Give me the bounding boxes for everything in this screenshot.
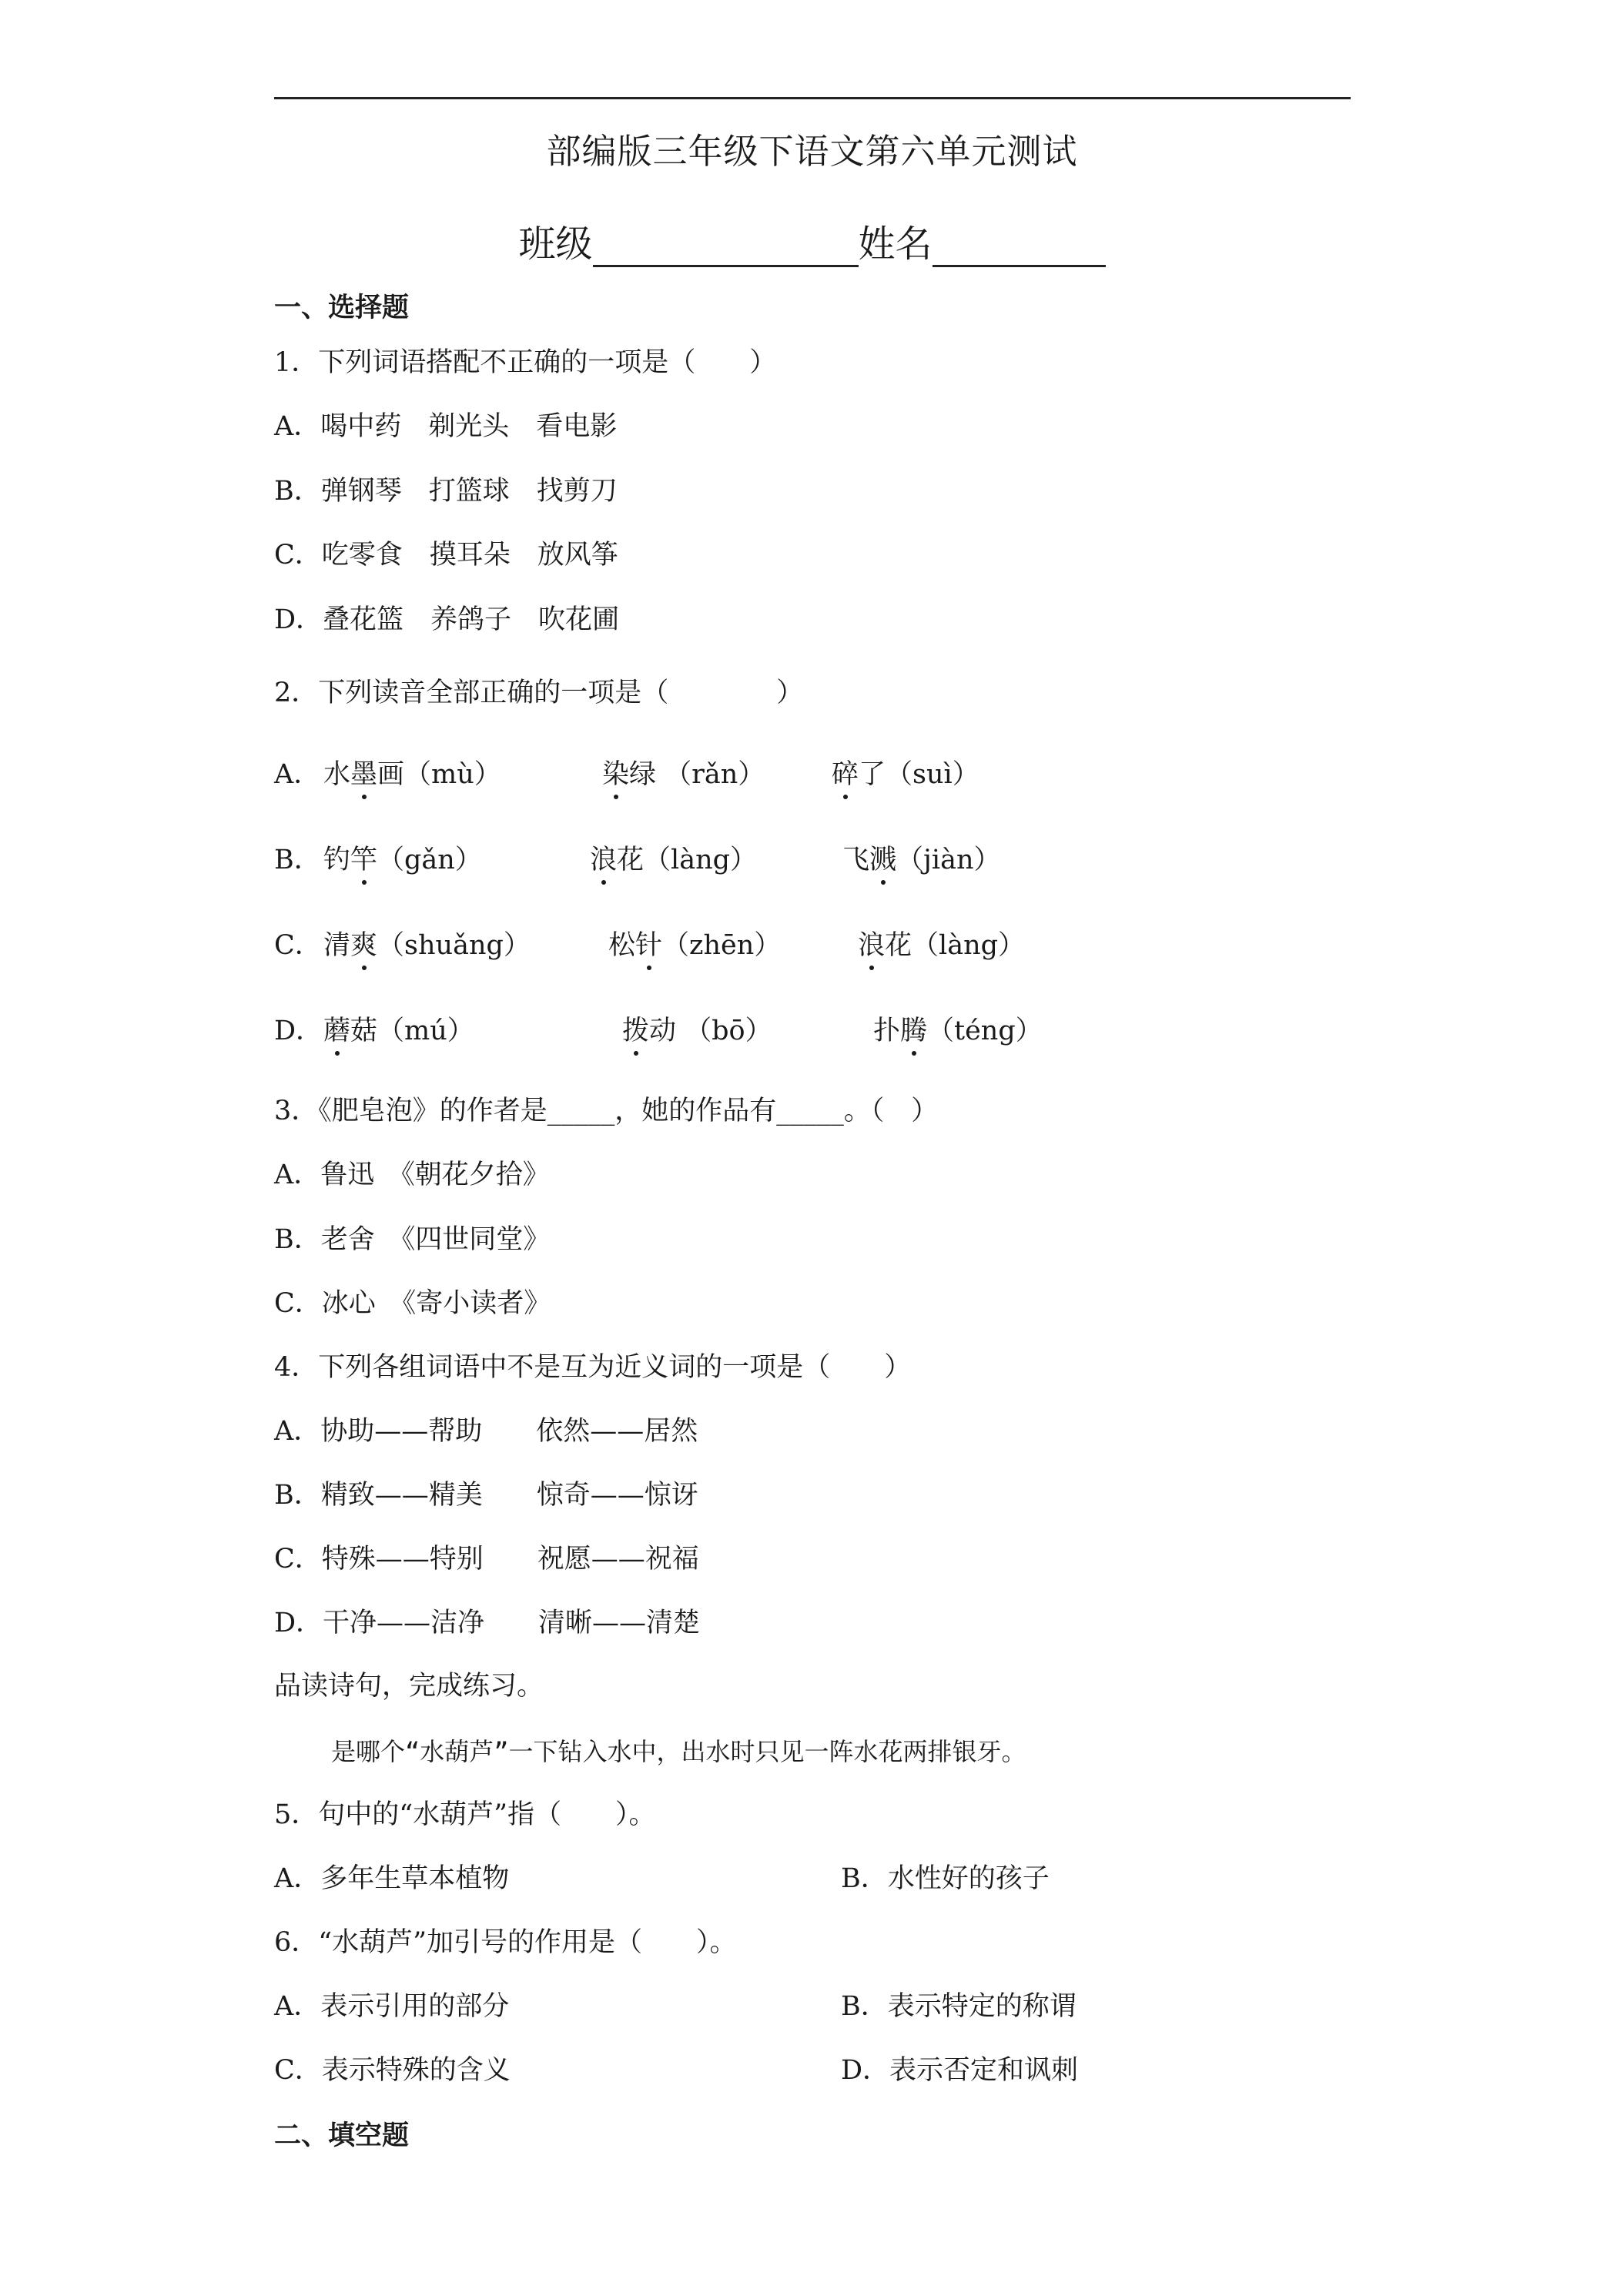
question-4-option-d[interactable]: D．干净——洁净 清晰——清楚 — [274, 1608, 701, 1638]
question-3-stem: 3．《肥皂泡》的作者是_____，她的作品有_____。（ ） — [274, 1096, 939, 1126]
question-2-option-b-letter[interactable]: B． — [274, 845, 321, 875]
name-blank[interactable] — [933, 226, 1106, 267]
pinyin-item: 染绿 （rǎn） — [602, 753, 765, 792]
header-rule — [274, 97, 1351, 99]
reading-intro: 品读诗句，完成练习。 — [274, 1671, 544, 1702]
question-4-option-a[interactable]: A．协助——帮助 依然——居然 — [274, 1416, 698, 1447]
pinyin-item: 浪花（làng） — [590, 838, 757, 877]
pinyin-item: 碎了（suì） — [832, 753, 979, 792]
pinyin-item: 浪花（làng） — [858, 924, 1025, 962]
name-label: 姓名 — [858, 223, 933, 266]
pinyin-item: 蘑菇（mú） — [323, 1009, 474, 1048]
page-title: 部编版三年级下语文第六单元测试 — [546, 131, 1078, 172]
pinyin-item: 松针（zhēn） — [608, 924, 781, 962]
class-blank[interactable] — [593, 226, 859, 267]
question-6-option-b[interactable]: B．表示特定的称谓 — [841, 1991, 1077, 2022]
question-5-option-b[interactable]: B．水性好的孩子 — [841, 1863, 1050, 1894]
pinyin-item: 扑腾（téng） — [873, 1009, 1043, 1048]
question-6-option-c[interactable]: C．表示特殊的含义 — [274, 2055, 511, 2086]
pinyin-item: 拨动 （bō） — [622, 1009, 772, 1048]
question-2-stem: 2．下列读音全部正确的一项是（ ） — [274, 678, 804, 708]
question-6-option-d[interactable]: D．表示否定和讽刺 — [841, 2055, 1079, 2086]
question-6-option-a[interactable]: A．表示引用的部分 — [274, 1991, 510, 2022]
class-label: 班级 — [518, 223, 593, 266]
pinyin-item: 钓竿（gǎn） — [323, 838, 482, 877]
question-2-option-a-letter[interactable]: A． — [274, 759, 321, 790]
question-1-option-b[interactable]: B．弹钢琴 打篮球 找剪刀 — [274, 476, 618, 507]
question-5-stem: 5．句中的“水葫芦”指（ ）。 — [274, 1799, 656, 1830]
question-3-option-b[interactable]: B．老舍 《四世同堂》 — [274, 1224, 551, 1255]
pinyin-item: 水墨画（mù） — [323, 753, 501, 792]
question-4-option-b[interactable]: B．精致——精美 惊奇——惊讶 — [274, 1480, 698, 1511]
question-4-stem: 4．下列各组词语中不是互为近义词的一项是（ ） — [274, 1352, 912, 1383]
pinyin-item: 飞溅（jiàn） — [842, 838, 1001, 877]
question-3-option-c[interactable]: C．冰心 《寄小读者》 — [274, 1288, 551, 1319]
reading-poem: 是哪个“水葫芦”一下钻入水中，出水时只见一阵水花两排银牙。 — [331, 1737, 1026, 1766]
section-heading-fill: 二、填空题 — [274, 2120, 410, 2151]
question-1-option-d[interactable]: D．叠花篮 养鸽子 吹花圃 — [274, 604, 620, 635]
class-name-line — [0, 214, 1624, 267]
question-1-option-a[interactable]: A．喝中药 剃光头 看电影 — [274, 411, 618, 442]
question-4-option-c[interactable]: C．特殊——特别 祝愿——祝福 — [274, 1544, 699, 1575]
section-heading-choice: 一、选择题 — [274, 293, 410, 323]
question-6-stem: 6．“水葫芦”加引号的作用是（ ）。 — [274, 1927, 737, 1958]
question-2-option-c-letter[interactable]: C． — [274, 930, 322, 961]
question-2-option-d-letter[interactable]: D． — [274, 1016, 323, 1046]
question-3-option-a[interactable]: A．鲁迅 《朝花夕拾》 — [274, 1160, 550, 1190]
pinyin-item: 清爽（shuǎng） — [323, 924, 531, 962]
question-1-option-c[interactable]: C．吃零食 摸耳朵 放风筝 — [274, 540, 618, 571]
question-1-stem: 1．下列词语搭配不正确的一项是（ ） — [274, 347, 777, 378]
question-5-option-a[interactable]: A．多年生草本植物 — [274, 1863, 510, 1894]
